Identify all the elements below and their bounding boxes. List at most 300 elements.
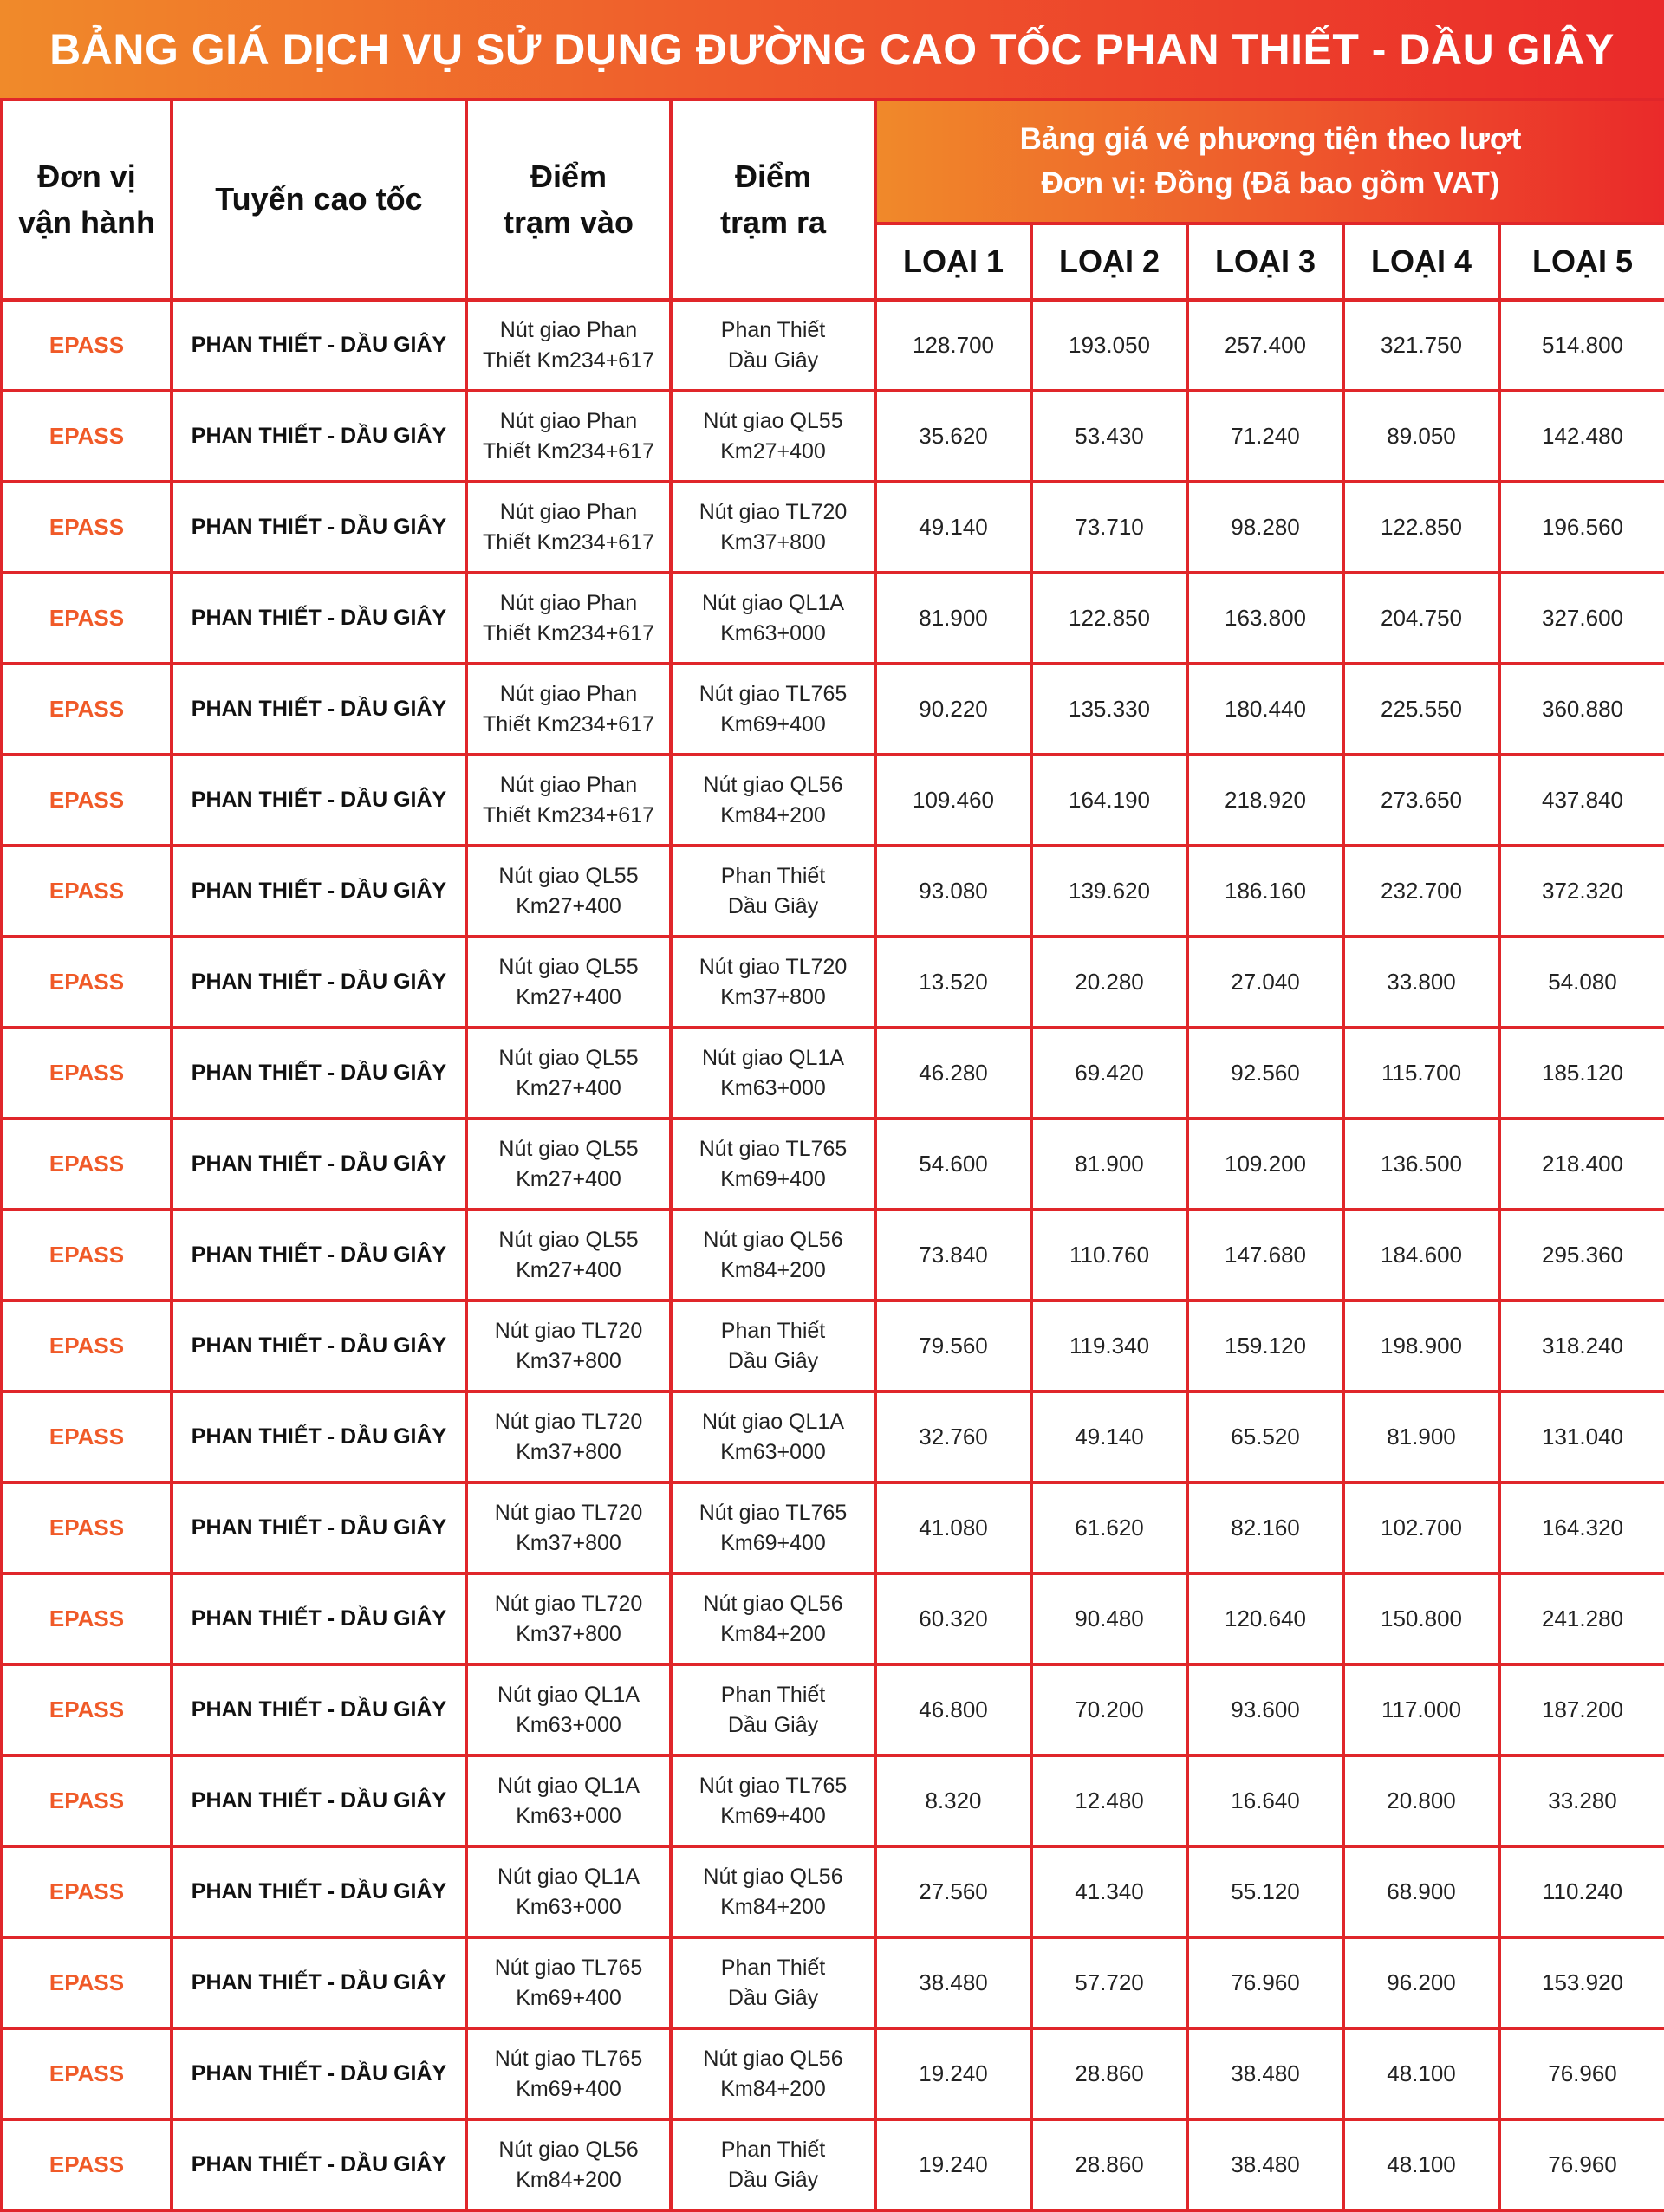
price-cell-class-4: 273.650 [1343,755,1499,846]
exit-station-line: Nút giao TL765 [699,1773,848,1798]
entry-station-line: Thiết Km234+617 [482,438,655,464]
route-cell: PHAN THIẾT - DẦU GIÂY [172,1846,466,1937]
entry-station-line: Nút giao TL765 [494,2046,643,2071]
entry-station-line: Nút giao QL1A [497,1773,640,1798]
table-row [2,1573,1664,1664]
price-cell-class-4: 321.750 [1343,300,1499,391]
price-cell-class-3: 159.120 [1187,1301,1343,1391]
header-class-5: LOẠI 5 [1499,224,1664,300]
entry-station-line: Thiết Km234+617 [482,347,655,373]
entry-station-line: Nút giao TL720 [494,1409,643,1434]
exit-station-line: Dầu Giây [727,1348,819,1373]
entry-station-line: Km27+400 [516,984,621,1009]
price-cell-class-5: 187.200 [1499,1664,1664,1755]
route-cell: PHAN THIẾT - DẦU GIÂY [172,1391,466,1482]
exit-station-line: Km69+400 [720,1803,826,1828]
price-cell-class-5: 33.280 [1499,1755,1664,1846]
entry-station-cell [466,1119,671,1210]
price-cell-class-2: 20.280 [1031,937,1187,1028]
table-body [2,300,1664,2210]
price-cell-class-1: 93.080 [875,846,1031,937]
exit-station-cell [671,482,875,573]
table-row [2,937,1664,1028]
entry-station-line: Nút giao QL55 [498,1227,639,1252]
route-cell: PHAN THIẾT - DẦU GIÂY [172,2028,466,2119]
page-title: BẢNG GIÁ DỊCH VỤ SỬ DỤNG ĐƯỜNG CAO TỐC PHAN THIẾT - DẦU GIÂY [49,25,1615,74]
toll-price-table [0,98,1664,2212]
price-cell-class-1: 73.840 [875,1210,1031,1301]
exit-station-line: Phan Thiết [720,2137,826,2162]
exit-station-line: Phan Thiết [720,317,826,342]
entry-station-line: Nút giao Phan [499,408,638,433]
entry-station-line: Thiết Km234+617 [482,620,655,645]
entry-station-cell [466,1846,671,1937]
price-cell-class-5: 76.960 [1499,2028,1664,2119]
price-cell-class-4: 136.500 [1343,1119,1499,1210]
entry-station-cell [466,2119,671,2210]
price-cell-class-3: 16.640 [1187,1755,1343,1846]
price-cell-class-3: 98.280 [1187,482,1343,573]
header-entry [466,100,671,300]
entry-station-cell [466,1391,671,1482]
price-cell-class-1: 81.900 [875,573,1031,664]
table-row [2,1937,1664,2028]
table-row [2,2028,1664,2119]
price-cell-class-2: 139.620 [1031,846,1187,937]
entry-station-line: Nút giao Phan [499,772,638,797]
header-class-3: LOẠI 3 [1187,224,1343,300]
operator-cell: EPASS [2,300,172,391]
table-row [2,1301,1664,1391]
header-route-label: Tuyến cao tốc [215,181,423,217]
price-cell-class-3: 93.600 [1187,1664,1343,1755]
price-cell-class-3: 55.120 [1187,1846,1343,1937]
entry-station-line: Km27+400 [516,1166,621,1191]
entry-station-line: Nút giao TL720 [494,1500,643,1525]
exit-station-line: Dầu Giây [727,347,819,373]
price-cell-class-4: 89.050 [1343,391,1499,482]
header-exit-line-1: Điểm [734,159,812,195]
price-cell-class-1: 46.800 [875,1664,1031,1755]
exit-station-line: Nút giao QL56 [703,1227,843,1252]
route-cell: PHAN THIẾT - DẦU GIÂY [172,573,466,664]
header-price-title: Bảng giá vé phương tiện theo lượt [1019,121,1522,156]
price-cell-class-2: 119.340 [1031,1301,1187,1391]
price-cell-class-1: 79.560 [875,1301,1031,1391]
entry-station-line: Nút giao Phan [499,681,638,706]
route-cell: PHAN THIẾT - DẦU GIÂY [172,1755,466,1846]
entry-station-line: Thiết Km234+617 [482,529,655,555]
entry-station-line: Thiết Km234+617 [482,711,655,736]
entry-station-line: Km69+400 [516,2076,621,2101]
entry-station-cell [466,664,671,755]
entry-station-cell [466,1301,671,1391]
exit-station-cell [671,1301,875,1391]
header-route [172,100,466,300]
price-cell-class-5: 318.240 [1499,1301,1664,1391]
price-cell-class-3: 147.680 [1187,1210,1343,1301]
price-cell-class-2: 110.760 [1031,1210,1187,1301]
entry-station-line: Nút giao QL55 [498,1045,639,1070]
exit-station-line: Km84+200 [720,2076,826,2101]
exit-station-cell [671,300,875,391]
price-cell-class-3: 109.200 [1187,1119,1343,1210]
exit-station-line: Km63+000 [720,1075,826,1100]
price-cell-class-2: 57.720 [1031,1937,1187,2028]
exit-station-line: Dầu Giây [727,1985,819,2010]
operator-cell: EPASS [2,937,172,1028]
exit-station-line: Km84+200 [720,1894,826,1919]
entry-station-cell [466,2028,671,2119]
exit-station-line: Nút giao QL1A [702,590,844,615]
table-row [2,1119,1664,1210]
price-cell-class-3: 76.960 [1187,1937,1343,2028]
price-cell-class-1: 60.320 [875,1573,1031,1664]
price-cell-class-5: 54.080 [1499,937,1664,1028]
price-cell-class-5: 185.120 [1499,1028,1664,1119]
entry-station-cell [466,300,671,391]
price-cell-class-1: 128.700 [875,300,1031,391]
entry-station-line: Km37+800 [516,1530,621,1555]
exit-station-line: Km69+400 [720,711,826,736]
table-row [2,1391,1664,1482]
price-cell-class-1: 46.280 [875,1028,1031,1119]
route-cell: PHAN THIẾT - DẦU GIÂY [172,1937,466,2028]
price-cell-class-5: 218.400 [1499,1119,1664,1210]
exit-station-line: Nút giao TL720 [699,954,848,979]
price-cell-class-5: 360.880 [1499,664,1664,755]
price-cell-class-2: 164.190 [1031,755,1187,846]
price-cell-class-4: 33.800 [1343,937,1499,1028]
exit-station-line: Km69+400 [720,1530,826,1555]
exit-station-line: Dầu Giây [727,2167,819,2192]
entry-station-line: Km63+000 [516,1894,621,1919]
price-cell-class-1: 41.080 [875,1482,1031,1573]
price-cell-class-3: 71.240 [1187,391,1343,482]
operator-cell: EPASS [2,1937,172,2028]
table-row [2,1755,1664,1846]
exit-station-line: Phan Thiết [720,863,826,888]
exit-station-cell [671,1482,875,1573]
price-cell-class-1: 8.320 [875,1755,1031,1846]
exit-station-line: Km84+200 [720,1257,826,1282]
price-cell-class-3: 257.400 [1187,300,1343,391]
operator-cell: EPASS [2,1301,172,1391]
operator-cell: EPASS [2,391,172,482]
price-cell-class-1: 54.600 [875,1119,1031,1210]
price-cell-class-5: 196.560 [1499,482,1664,573]
price-cell-class-4: 115.700 [1343,1028,1499,1119]
table-row [2,846,1664,937]
price-cell-class-3: 163.800 [1187,573,1343,664]
entry-station-cell [466,1482,671,1573]
price-cell-class-1: 49.140 [875,482,1031,573]
header-entry-line-2: trạm vào [503,204,634,240]
exit-station-cell [671,937,875,1028]
exit-station-cell [671,1664,875,1755]
operator-cell: EPASS [2,1573,172,1664]
price-cell-class-5: 164.320 [1499,1482,1664,1573]
entry-station-line: Km63+000 [516,1803,621,1828]
operator-cell: EPASS [2,1755,172,1846]
price-cell-class-4: 198.900 [1343,1301,1499,1391]
price-cell-class-1: 109.460 [875,755,1031,846]
operator-cell: EPASS [2,1391,172,1482]
exit-station-line: Dầu Giây [727,893,819,918]
route-cell: PHAN THIẾT - DẦU GIÂY [172,664,466,755]
exit-station-line: Km37+800 [720,984,826,1009]
entry-station-line: Nút giao QL1A [497,1864,640,1889]
exit-station-line: Phan Thiết [720,1682,826,1707]
exit-station-cell [671,755,875,846]
operator-cell: EPASS [2,1664,172,1755]
exit-station-cell [671,1846,875,1937]
table-row [2,391,1664,482]
price-cell-class-5: 153.920 [1499,1937,1664,2028]
header-operator [2,100,172,300]
header-operator-line-1: Đơn vị [37,159,136,195]
price-cell-class-1: 35.620 [875,391,1031,482]
exit-station-line: Km37+800 [720,529,826,555]
entry-station-line: Nút giao TL720 [494,1318,643,1343]
price-cell-class-3: 218.920 [1187,755,1343,846]
exit-station-line: Nút giao QL1A [702,1409,844,1434]
price-cell-class-4: 81.900 [1343,1391,1499,1482]
exit-station-line: Km69+400 [720,1166,826,1191]
route-cell: PHAN THIẾT - DẦU GIÂY [172,1301,466,1391]
exit-station-line: Km84+200 [720,802,826,827]
entry-station-line: Nút giao QL56 [498,2137,639,2162]
operator-cell: EPASS [2,2119,172,2210]
price-cell-class-2: 70.200 [1031,1664,1187,1755]
price-cell-class-2: 28.860 [1031,2028,1187,2119]
operator-cell: EPASS [2,755,172,846]
price-cell-class-1: 13.520 [875,937,1031,1028]
entry-station-line: Km69+400 [516,1985,621,2010]
title-banner [0,0,1664,99]
header-exit [671,100,875,300]
price-cell-class-3: 65.520 [1187,1391,1343,1482]
exit-station-line: Nút giao TL720 [699,499,848,524]
exit-station-line: Nút giao QL56 [703,2046,843,2071]
table-row [2,664,1664,755]
price-cell-class-2: 122.850 [1031,573,1187,664]
price-cell-class-5: 142.480 [1499,391,1664,482]
exit-station-line: Nút giao QL56 [703,772,843,797]
exit-station-line: Dầu Giây [727,1712,819,1737]
price-cell-class-3: 186.160 [1187,846,1343,937]
entry-station-cell [466,937,671,1028]
price-cell-class-5: 295.360 [1499,1210,1664,1301]
price-cell-class-3: 180.440 [1187,664,1343,755]
price-cell-class-3: 38.480 [1187,2119,1343,2210]
exit-station-line: Nút giao TL765 [699,1136,848,1161]
operator-cell: EPASS [2,482,172,573]
entry-station-cell [466,1210,671,1301]
table-row [2,1482,1664,1573]
price-cell-class-3: 82.160 [1187,1482,1343,1573]
exit-station-cell [671,391,875,482]
entry-station-cell [466,1573,671,1664]
price-cell-class-2: 193.050 [1031,300,1187,391]
exit-station-line: Km63+000 [720,620,826,645]
exit-station-line: Nút giao QL55 [703,408,843,433]
exit-station-line: Nút giao QL1A [702,1045,844,1070]
price-cell-class-4: 232.700 [1343,846,1499,937]
exit-station-line: Phan Thiết [720,1955,826,1980]
exit-station-cell [671,1210,875,1301]
operator-cell: EPASS [2,1119,172,1210]
header-class-4: LOẠI 4 [1343,224,1499,300]
entry-station-cell [466,1755,671,1846]
entry-station-line: Thiết Km234+617 [482,802,655,827]
entry-station-line: Nút giao QL1A [497,1682,640,1707]
exit-station-line: Km63+000 [720,1439,826,1464]
operator-cell: EPASS [2,573,172,664]
operator-cell: EPASS [2,1846,172,1937]
exit-station-cell [671,2028,875,2119]
entry-station-cell [466,391,671,482]
entry-station-line: Nút giao TL720 [494,1591,643,1616]
entry-station-line: Nút giao Phan [499,317,638,342]
table-row [2,1028,1664,1119]
price-cell-class-2: 69.420 [1031,1028,1187,1119]
exit-station-line: Nút giao TL765 [699,681,848,706]
operator-cell: EPASS [2,1482,172,1573]
entry-station-line: Nút giao QL55 [498,863,639,888]
exit-station-cell [671,573,875,664]
exit-station-cell [671,846,875,937]
price-cell-class-4: 225.550 [1343,664,1499,755]
header-price-group [875,100,1664,224]
operator-cell: EPASS [2,2028,172,2119]
exit-station-cell [671,1119,875,1210]
exit-station-cell [671,1937,875,2028]
exit-station-cell [671,1573,875,1664]
exit-station-cell [671,1755,875,1846]
exit-station-cell [671,2119,875,2210]
price-cell-class-1: 32.760 [875,1391,1031,1482]
operator-cell: EPASS [2,1210,172,1301]
header-class-1: LOẠI 1 [875,224,1031,300]
exit-station-line: Nút giao TL765 [699,1500,848,1525]
route-cell: PHAN THIẾT - DẦU GIÂY [172,2119,466,2210]
price-cell-class-1: 19.240 [875,2028,1031,2119]
price-cell-class-1: 27.560 [875,1846,1031,1937]
entry-station-line: Nút giao Phan [499,499,638,524]
entry-station-line: Km27+400 [516,1257,621,1282]
operator-cell: EPASS [2,846,172,937]
table-row [2,300,1664,391]
price-cell-class-2: 61.620 [1031,1482,1187,1573]
price-cell-class-3: 27.040 [1187,937,1343,1028]
entry-station-cell [466,846,671,937]
price-cell-class-2: 90.480 [1031,1573,1187,1664]
exit-station-cell [671,1391,875,1482]
exit-station-line: Nút giao QL56 [703,1591,843,1616]
table-row [2,482,1664,573]
entry-station-cell [466,1664,671,1755]
price-cell-class-2: 28.860 [1031,2119,1187,2210]
entry-station-line: Km37+800 [516,1439,621,1464]
entry-station-line: Km27+400 [516,1075,621,1100]
table-header [2,100,1664,300]
exit-station-line: Km27+400 [720,438,826,464]
price-cell-class-2: 41.340 [1031,1846,1187,1937]
route-cell: PHAN THIẾT - DẦU GIÂY [172,1664,466,1755]
entry-station-line: Nút giao QL55 [498,954,639,979]
price-cell-class-4: 48.100 [1343,2119,1499,2210]
header-exit-line-2: trạm ra [719,204,827,240]
route-cell: PHAN THIẾT - DẦU GIÂY [172,482,466,573]
price-cell-class-4: 68.900 [1343,1846,1499,1937]
entry-station-cell [466,482,671,573]
price-cell-class-4: 48.100 [1343,2028,1499,2119]
table-row [2,1664,1664,1755]
route-cell: PHAN THIẾT - DẦU GIÂY [172,846,466,937]
price-cell-class-5: 514.800 [1499,300,1664,391]
price-cell-class-5: 372.320 [1499,846,1664,937]
table-row [2,573,1664,664]
price-cell-class-5: 76.960 [1499,2119,1664,2210]
header-operator-line-2: vận hành [17,204,156,240]
price-cell-class-2: 49.140 [1031,1391,1187,1482]
operator-cell: EPASS [2,1028,172,1119]
price-cell-class-4: 150.800 [1343,1573,1499,1664]
price-cell-class-1: 90.220 [875,664,1031,755]
entry-station-line: Km37+800 [516,1621,621,1646]
entry-station-cell [466,1937,671,2028]
route-cell: PHAN THIẾT - DẦU GIÂY [172,1482,466,1573]
entry-station-line: Km27+400 [516,893,621,918]
route-cell: PHAN THIẾT - DẦU GIÂY [172,391,466,482]
header-entry-line-1: Điểm [530,159,608,195]
header-class-2: LOẠI 2 [1031,224,1187,300]
price-cell-class-4: 184.600 [1343,1210,1499,1301]
table-row [2,2119,1664,2210]
entry-station-line: Km37+800 [516,1348,621,1373]
header-price-unit: Đơn vị: Đồng (Đã bao gồm VAT) [1041,165,1500,200]
entry-station-line: Km63+000 [516,1712,621,1737]
entry-station-cell [466,1028,671,1119]
price-cell-class-2: 81.900 [1031,1119,1187,1210]
entry-station-cell [466,573,671,664]
table-row [2,1210,1664,1301]
price-cell-class-5: 327.600 [1499,573,1664,664]
price-cell-class-1: 19.240 [875,2119,1031,2210]
exit-station-line: Km84+200 [720,1621,826,1646]
exit-station-line: Nút giao QL56 [703,1864,843,1889]
price-cell-class-4: 96.200 [1343,1937,1499,2028]
price-cell-class-5: 110.240 [1499,1846,1664,1937]
route-cell: PHAN THIẾT - DẦU GIÂY [172,937,466,1028]
route-cell: PHAN THIẾT - DẦU GIÂY [172,1028,466,1119]
price-cell-class-5: 437.840 [1499,755,1664,846]
price-cell-class-4: 102.700 [1343,1482,1499,1573]
price-cell-class-4: 117.000 [1343,1664,1499,1755]
entry-station-line: Nút giao TL765 [494,1955,643,1980]
route-cell: PHAN THIẾT - DẦU GIÂY [172,755,466,846]
entry-station-line: Nút giao Phan [499,590,638,615]
price-cell-class-3: 120.640 [1187,1573,1343,1664]
price-cell-class-4: 20.800 [1343,1755,1499,1846]
route-cell: PHAN THIẾT - DẦU GIÂY [172,1119,466,1210]
route-cell: PHAN THIẾT - DẦU GIÂY [172,300,466,391]
entry-station-line: Nút giao QL55 [498,1136,639,1161]
price-cell-class-4: 204.750 [1343,573,1499,664]
entry-station-cell [466,755,671,846]
exit-station-cell [671,1028,875,1119]
